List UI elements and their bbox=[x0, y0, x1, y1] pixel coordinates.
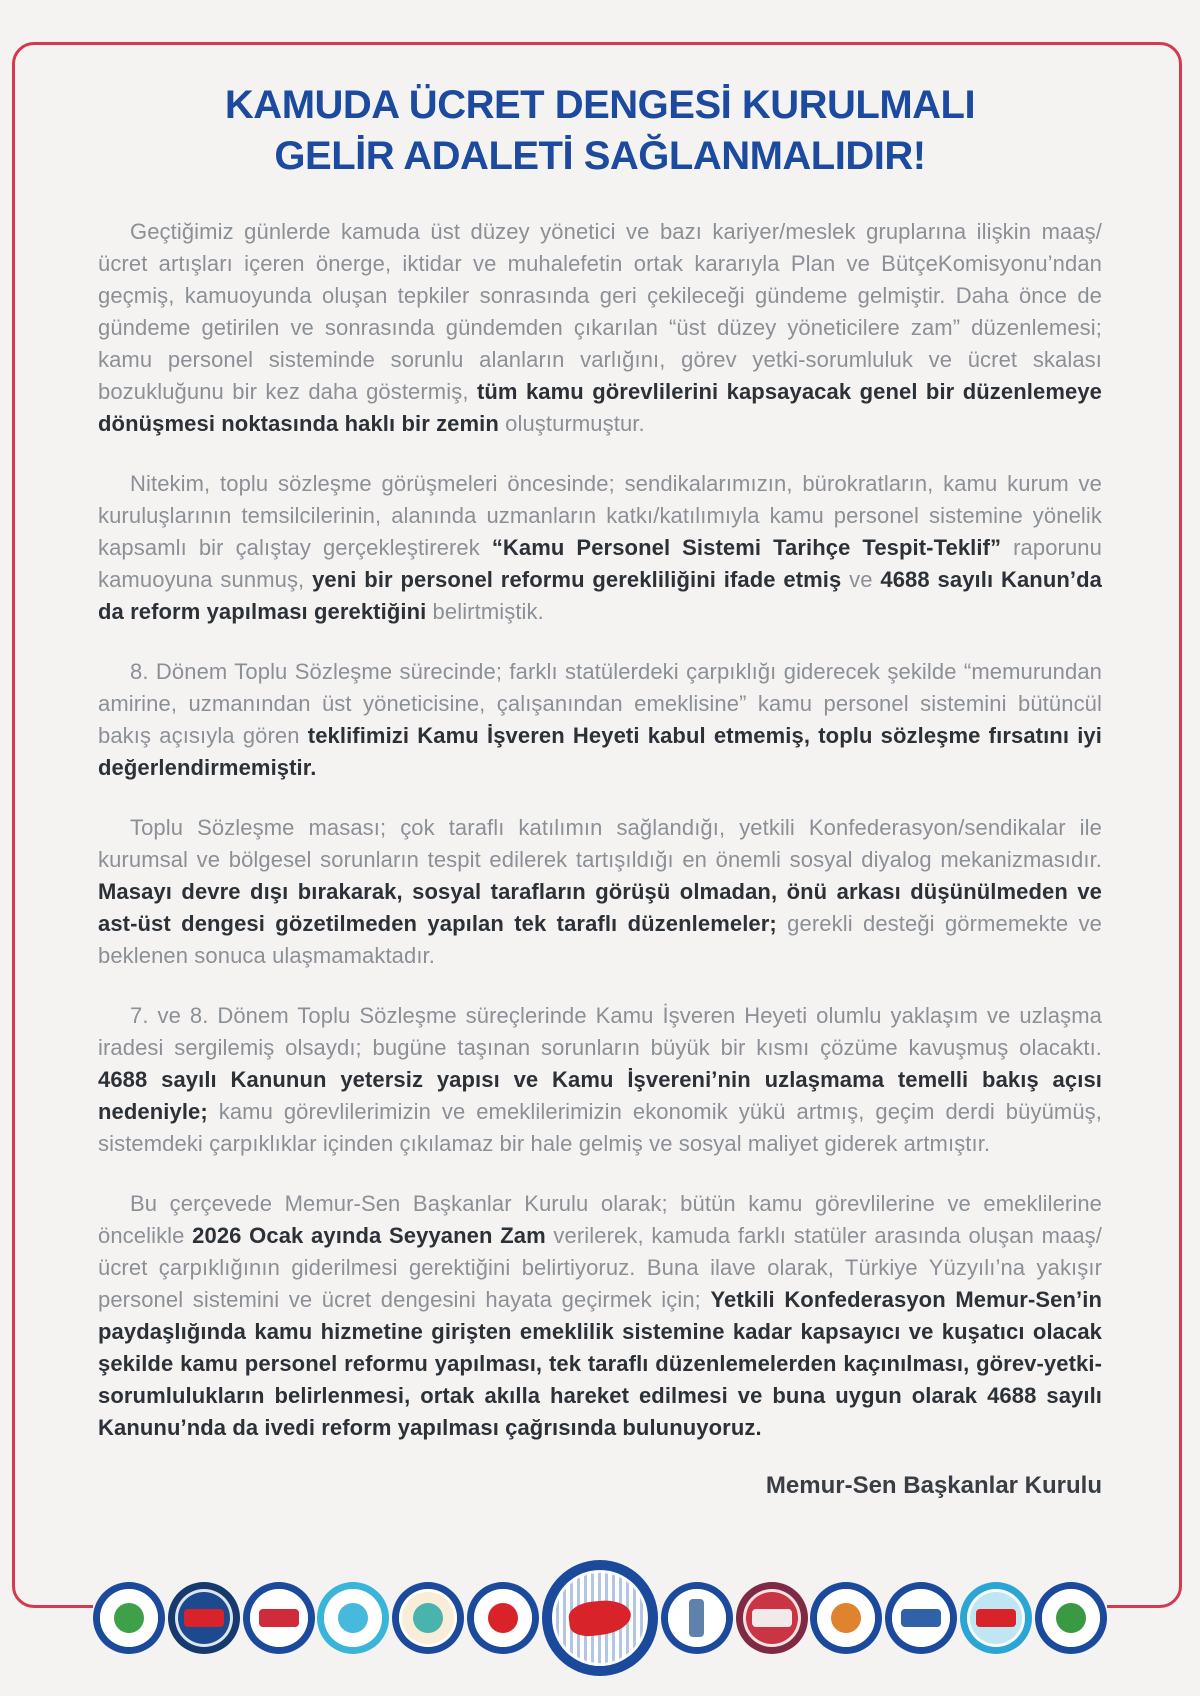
paragraph: 7. ve 8. Dönem Toplu Sözleşme süreçlerinde Kamu İşveren Heyeti olumlu yaklaşım ve uzlaşma iradesi sergilemiş olsaydı; bugüne taşınan sorunların büyük bir kısmı çözüme kavuşmuş olacaktı. 4688 sayılı Kanunun yetersiz yapısı ve Kamu İşvereni’nin uzlaşmama temelli bakış açısı nedeniyle; kamu görevlilerimizin ve emeklilerimizin ekonomik yükü artmış, geçim derdi büyümüş, sistemdeki çarpıklıklar içinden çıkılamaz bir hale gelmiş ve sosyal maliyet giderek artmıştır. bbox=[98, 1003, 1102, 1156]
union-logo-red-crest-icon bbox=[243, 1582, 315, 1654]
union-logo-green-tree-icon bbox=[93, 1582, 165, 1654]
paragraph: Bu çerçevede Memur-Sen Başkanlar Kurulu olarak; bütün kamu görevlilerine ve emeklilerine öncelikle 2026 Ocak ayında Seyyanen Zam verilerek, kamuda farklı statüler arasında oluşan maaş/ücret çarpıklığının giderilmesi gerektiğini belirtiyoruz. Buna ilave olarak, Türkiye Yüzyılı’na yakışır personel sistemini ve ücret dengesini hayata geçirmek için; Yetkili Konfederasyon Memur-Sen’in paydaşlığında kamu hizmetine girişten emeklilik sistemine kadar kapsayıcı ve kuşatıcı olacak şekilde kamu personel reformu yapılması, tek taraflı düzenlemelerden kaçınılması, görev-yetki-sorumlulukların belirlenmesi, ortak akılla hareket edilmesi ve buna uygun olarak 4688 sayılı Kanunu’nda da ivedi reform yapılması çağrısında bulunuyoruz. bbox=[98, 1191, 1102, 1440]
signature-line: Memur-Sen Başkanlar Kurulu bbox=[765, 1472, 1102, 1499]
union-logo-blue-monument-icon bbox=[661, 1582, 733, 1654]
union-logo-row bbox=[93, 1552, 1107, 1684]
document-content bbox=[98, 80, 1102, 1500]
paragraph: Geçtiğimiz günlerde kamuda üst düzey yönetici ve bazı kariyer/meslek gruplarına ilişkin maaş/ücret artışları içeren önerge, iktidar ve muhalefetin ortak kararıyla Plan ve BütçeKomisyonu’ndan geçmiş, kamuoyunda oluşan tepkiler sonrasında geri çekileceği gündeme gelmiştir. Daha önce de gündeme getirilen ve sonrasında gündemden çıkarılan “üst düzey yöneticilere zam” düzenlemesi; kamu personel sisteminde sorunlu alanların varlığını, görev yetki-sorumluluk ve ücret skalası bozukluğunu bir kez daha göstermiş, tüm kamu görevlilerini kapsayacak genel bir düzenlemeye dönüşmesi noktasında haklı bir zemin oluşturmuştur. bbox=[98, 219, 1102, 436]
union-logo-navy-flag-icon bbox=[168, 1582, 240, 1654]
body-paragraphs bbox=[98, 216, 1102, 1444]
paragraph: Toplu Sözleşme masası; çok taraflı katılımın sağlandığı, yetkili Konfederasyon/sendikalar ile kurumsal ve bölgesel sorunların tespit edilerek tartışıldığı en önemli sosyal diyalog mekanizmasıdır. Masayı devre dışı bırakarak, sosyal tarafların görüşü olmadan, önü arkası düşünülmeden ve ast-üst dengesi gözetilmeden yapılan tek taraflı düzenlemeler; gerekli desteği görmemekte ve beklenen sonuca ulaşmamaktadır. bbox=[98, 815, 1103, 968]
paragraph: Nitekim, toplu sözleşme görüşmeleri öncesinde; sendikalarımızın, bürokratların, kamu kurum ve kuruluşlarının temsilcilerinin, alanında uzmanların katkı/katılımıyla kamu personel sistemine yönelik kapsamlı bir çalıştay gerçekleştirerek “Kamu Personel Sistemi Tarihçe Tespit-Teklif” raporunu kamuoyuna sunmuş, yeni bir personel reformu gerekliliğini ifade etmiş ve 4688 sayılı Kanun’da da reform yapılması gerektiğini belirtmiştik. bbox=[98, 471, 1102, 624]
union-logo-cyan-crown-icon bbox=[317, 1582, 389, 1654]
paragraph: 8. Dönem Toplu Sözleşme sürecinde; farklı statülerdeki çarpıklığı giderecek şekilde “memurundan amirine, uzmanından üst yöneticisine, çalışanından emeklisine” kamu personel sistemini bütüncül bakış açısıyla gören teklifimizi Kamu İşveren Heyeti kabul etmemiş, toplu sözleşme fırsatını iyi değerlendirmemiştir. bbox=[98, 659, 1102, 780]
memur-sen-logo-icon bbox=[542, 1560, 658, 1676]
union-logo-maroon-crest-icon bbox=[736, 1582, 808, 1654]
union-logo-red-tulip-icon bbox=[467, 1582, 539, 1654]
page-title bbox=[98, 80, 1102, 182]
union-logo-orange-green-icon bbox=[810, 1582, 882, 1654]
union-logo-city-skyline-icon bbox=[885, 1582, 957, 1654]
union-logo-gold-teal-icon bbox=[392, 1582, 464, 1654]
page-title-line1: KAMUDA ÜCRET DENGESİ KURULMALI bbox=[224, 83, 976, 127]
union-logo-green-red-icon bbox=[1035, 1582, 1107, 1654]
page-title-line2: GELİR ADALETİ SAĞLANMALIDIR! bbox=[274, 134, 926, 178]
union-logo-cyan-flag-icon bbox=[960, 1582, 1032, 1654]
